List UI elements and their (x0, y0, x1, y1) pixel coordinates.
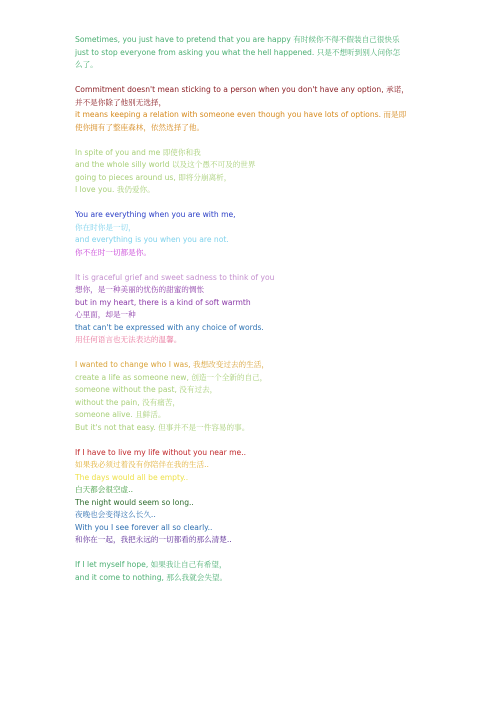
text-line (75, 234, 435, 247)
text-line (75, 172, 435, 185)
text-line (75, 97, 435, 110)
text-line (75, 459, 435, 472)
text-line (75, 509, 435, 522)
english-text: just to stop everyone from asking you what the hell happened. (75, 47, 317, 57)
text-line (75, 209, 435, 222)
chinese-text: 使你拥有了整座森林，依然选择了他。 (75, 122, 205, 132)
chinese-text: 即使你和我 (162, 147, 201, 157)
chinese-text: 只是不想听到别人问你怎 (316, 47, 401, 57)
text-line (75, 447, 435, 460)
english-text: It is graceful grief and sweet sadness to think of you (75, 272, 275, 282)
chinese-text: 没有过去， (179, 385, 218, 394)
chinese-text: 我想改变过去的生活， (193, 360, 269, 369)
english-text: I wanted to change who I was, (75, 360, 193, 369)
text-line (75, 422, 435, 435)
chinese-text: 即将分崩离析， (178, 172, 232, 182)
text-line (75, 272, 435, 285)
paragraph (75, 34, 435, 72)
text-line (75, 84, 435, 97)
text-line (75, 122, 435, 135)
text-line (75, 572, 435, 585)
text-line (75, 359, 435, 372)
chinese-text: 有时候你不得不假装自己很快乐 (293, 35, 400, 44)
paragraph (75, 147, 435, 197)
english-text: and the whole silly world (75, 160, 172, 169)
chinese-text: 想你，是一种美丽的忧伤的甜蜜的惆怅 (75, 285, 205, 294)
text-body (75, 34, 435, 597)
english-text: The night would seem so long.. (75, 497, 194, 507)
text-line (75, 109, 435, 122)
chinese-text: 和你在一起，我把永远的一切都看的那么清楚.. (75, 535, 232, 544)
paragraph (75, 84, 435, 134)
text-line (75, 559, 435, 572)
text-line (75, 472, 435, 485)
text-line (75, 34, 435, 47)
english-text: create a life as someone new, (75, 372, 192, 382)
chinese-text: 那么我就会失望。 (166, 572, 228, 582)
english-text: In spite of you and me (75, 147, 163, 157)
english-text: but in my heart, there is a kind of soft warmth (75, 297, 251, 307)
chinese-text: 我仍爱你。 (116, 185, 155, 194)
chinese-text: 且鲜活。 (135, 410, 166, 419)
text-line (75, 309, 435, 322)
chinese-text: 承诺， (386, 85, 409, 94)
english-text: that can't be expressed with any choice of words. (75, 322, 264, 332)
text-line (75, 147, 435, 160)
chinese-text: 心里面，却是一种 (75, 310, 136, 319)
english-text: and everything is you when you are not. (75, 235, 229, 244)
chinese-text: 没有痛苦， (142, 397, 181, 407)
text-line (75, 397, 435, 410)
english-text: I love you. (75, 185, 117, 194)
text-line (75, 497, 435, 510)
text-line (75, 284, 435, 297)
english-text: someone without the past, (75, 385, 180, 394)
text-line (75, 184, 435, 197)
chinese-text: 白天都会很空虚.. (75, 485, 133, 494)
english-text: The days would all be empty.. (75, 472, 189, 482)
paragraph (75, 272, 435, 347)
english-text: it means keeping a relation with someone even though you have lots of options. (75, 110, 384, 119)
paragraph (75, 559, 435, 584)
text-line (75, 59, 435, 72)
text-line (75, 384, 435, 397)
english-text: and it come to nothing, (75, 572, 167, 582)
english-text: If I have to live my life without you near me.. (75, 447, 247, 457)
english-text: Commitment doesn't mean sticking to a person when you don't have any option, (75, 85, 387, 94)
english-text: someone alive. (75, 410, 136, 419)
english-text: With you I see forever all so clearly.. (75, 522, 213, 532)
text-line (75, 159, 435, 172)
paragraph (75, 447, 435, 547)
english-text: without the pain, (75, 397, 143, 407)
text-line (75, 409, 435, 422)
text-line (75, 534, 435, 547)
english-text: You are everything when you are with me, (75, 210, 236, 219)
text-line (75, 334, 435, 347)
text-line (75, 297, 435, 310)
text-line (75, 484, 435, 497)
chinese-text: 你不在时一切都是你。 (75, 247, 151, 257)
chinese-text: 如果我让自己有希望， (150, 560, 227, 569)
english-text: But it's not that easy. (75, 422, 159, 432)
paragraph (75, 359, 435, 434)
chinese-text: 并不是你除了他别无选择， (75, 97, 167, 107)
chinese-text: 用任何语言也无法表达的温馨。 (75, 335, 182, 344)
english-text: Sometimes, you just have to pretend that you are happy (75, 35, 294, 44)
text-line (75, 322, 435, 335)
chinese-text: 而是即 (383, 110, 407, 119)
chinese-text: 如果我必须过着没有你陪伴在我的生活.. (75, 460, 209, 469)
chinese-text: 以及这个愚不可及的世界 (171, 160, 256, 169)
text-line (75, 522, 435, 535)
text-line (75, 372, 435, 385)
text-line (75, 247, 435, 260)
text-line (75, 222, 435, 235)
chinese-text: 么了。 (75, 60, 98, 69)
english-text: going to pieces around us, (75, 172, 179, 182)
english-text: If I let myself hope, (75, 560, 151, 569)
chinese-text: 你在时你是一切， (75, 222, 136, 232)
text-line (75, 47, 435, 60)
chinese-text: 创造一个全新的自己， (191, 372, 268, 382)
chinese-text: 但事并不是一件容易的事。 (158, 422, 250, 432)
chinese-text: 夜晚也会变得这么长久.. (75, 510, 156, 519)
paragraph (75, 209, 435, 259)
